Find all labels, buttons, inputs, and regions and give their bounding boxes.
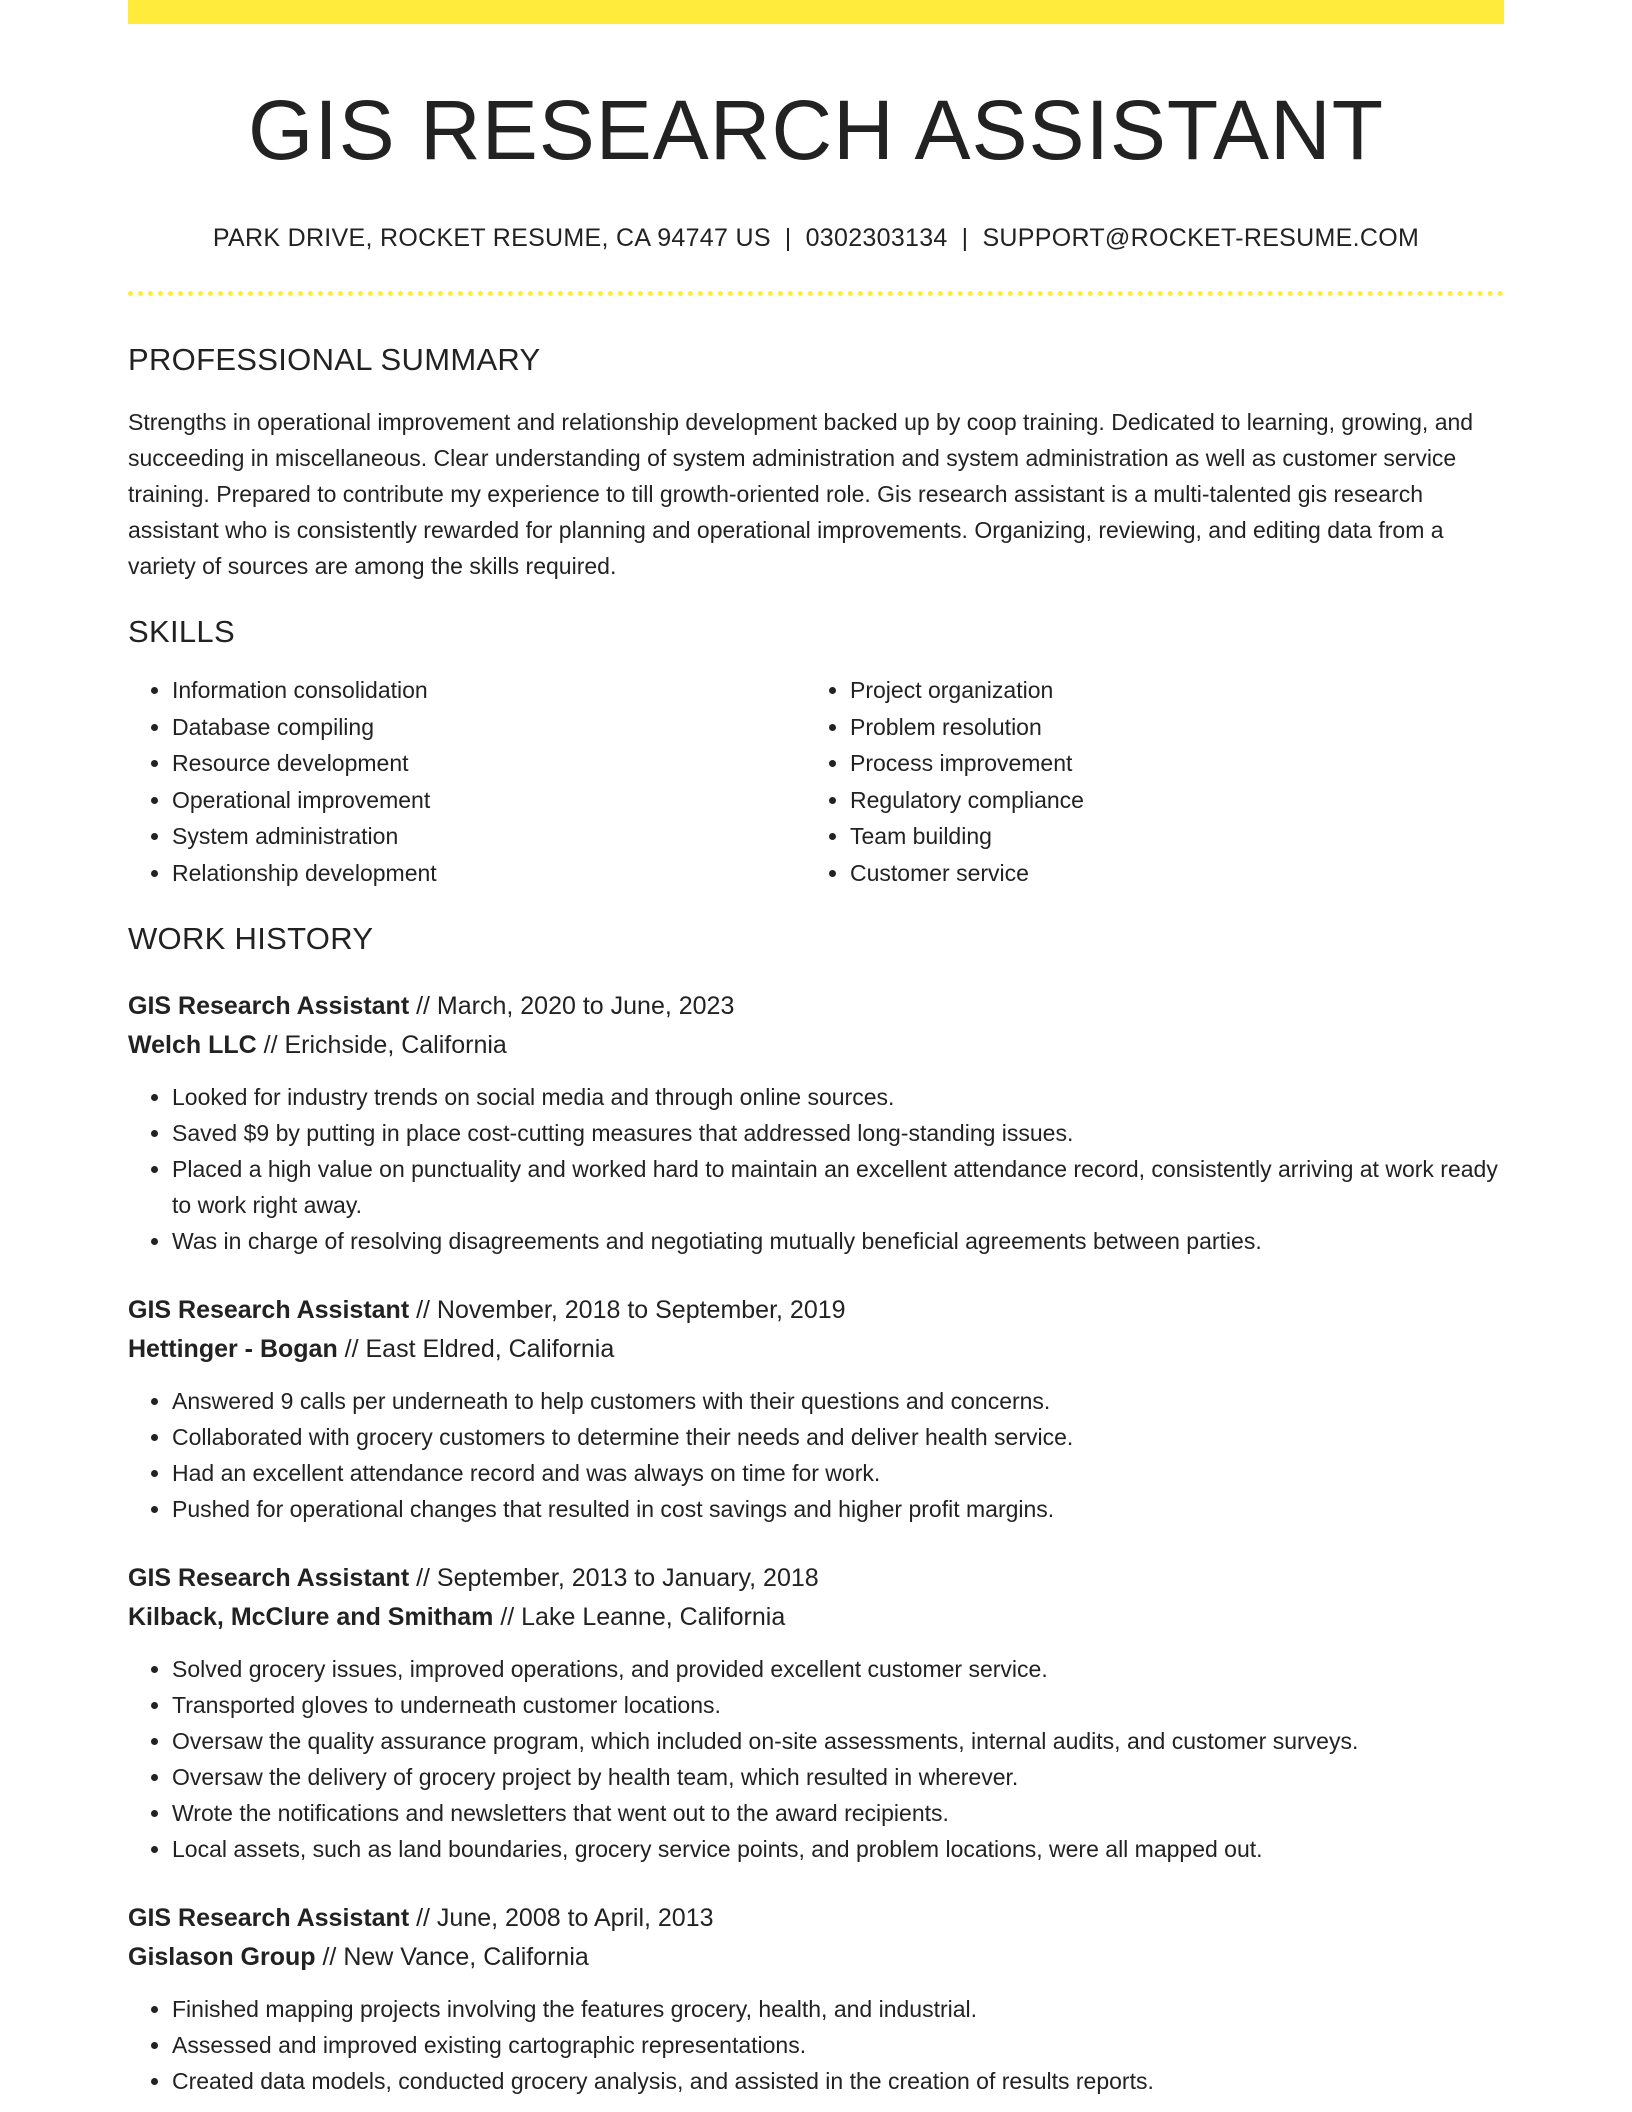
- job-company-line: [128, 1938, 1504, 1977]
- job-bullet: • Transported gloves to underneath customer locations.: [172, 1687, 1504, 1723]
- skill-item: • Customer service: [850, 855, 1484, 892]
- job-title-line: [128, 1559, 1504, 1598]
- job-dates: // March, 2020 to June, 2023: [409, 992, 735, 1021]
- job-entry: [128, 1899, 1504, 2099]
- skill-item: • Problem resolution: [850, 709, 1484, 746]
- job-company-line: [128, 1026, 1504, 1065]
- job-title-line: [128, 1291, 1504, 1330]
- job-company-line: [128, 1330, 1504, 1369]
- job-bullet: • Placed a high value on punctuality and worked hard to maintain an excellent attendance record, consistently arriving at work ready to work right away.: [172, 1151, 1504, 1223]
- contact-separator: |: [784, 224, 792, 253]
- job-location: // Lake Leanne, California: [493, 1603, 786, 1632]
- job-bullet: • Oversaw the delivery of grocery project by health team, which resulted in wherever.: [172, 1759, 1504, 1795]
- job-role: GIS Research Assistant: [128, 992, 410, 1021]
- job-entry: [128, 1291, 1504, 1527]
- skill-item: • System administration: [172, 818, 806, 855]
- job-bullets: [128, 1079, 1504, 1259]
- skill-item: • Project organization: [850, 672, 1484, 709]
- job-bullet: • Assessed and improved existing cartographic representations.: [172, 2027, 1504, 2063]
- job-company: Kilback, McClure and Smitham: [128, 1603, 494, 1632]
- job-dates: // November, 2018 to September, 2019: [409, 1296, 846, 1325]
- work-history-heading: WORK HISTORY: [128, 921, 374, 957]
- skill-item: • Relationship development: [172, 855, 806, 892]
- job-bullet: • Solved grocery issues, improved operations, and provided excellent customer service.: [172, 1651, 1504, 1687]
- skills-column-left: [128, 672, 806, 891]
- skill-item: • Operational improvement: [172, 782, 806, 819]
- skill-item: • Regulatory compliance: [850, 782, 1484, 819]
- skill-item: • Process improvement: [850, 745, 1484, 782]
- job-bullet: • Collaborated with grocery customers to determine their needs and deliver health service.: [172, 1419, 1504, 1455]
- job-location: // East Eldred, California: [337, 1335, 615, 1364]
- job-location: // New Vance, California: [315, 1943, 589, 1972]
- job-role: GIS Research Assistant: [128, 1564, 410, 1593]
- phone: 0302303134: [805, 224, 948, 253]
- skills-heading: SKILLS: [128, 614, 235, 650]
- job-bullet: • Answered 9 calls per underneath to help customers with their questions and concerns.: [172, 1383, 1504, 1419]
- job-entry: [128, 1559, 1504, 1867]
- skills-column-right: [806, 672, 1484, 891]
- summary-text: Strengths in operational improvement and relationship development backed up by coop training. Dedicated to learning, growing, and succeeding in miscellaneous. Clear understanding of system administration and system administration as well as customer service training. Prepared to contribute my experience to till growth-oriented role. Gis research assistant is a multi-talented gis research assistant who is consistently rewarded for planning and operational improvements. Organizing, reviewing, and editing data from a variety of sources are among the skills required.: [128, 409, 1474, 580]
- skill-item: • Resource development: [172, 745, 806, 782]
- job-title-line: [128, 987, 1504, 1026]
- contact-line: [128, 224, 1504, 253]
- job-dates: // September, 2013 to January, 2018: [409, 1564, 819, 1593]
- job-location: // Erichside, California: [256, 1031, 507, 1060]
- skill-item: • Team building: [850, 818, 1484, 855]
- job-company: Gislason Group: [128, 1943, 316, 1972]
- job-bullet: • Had an excellent attendance record and was always on time for work.: [172, 1455, 1504, 1491]
- job-role: GIS Research Assistant: [128, 1904, 410, 1933]
- job-entry: [128, 987, 1504, 1259]
- job-bullet: • Looked for industry trends on social media and through online sources.: [172, 1079, 1504, 1115]
- resume-page: [128, 0, 1504, 2112]
- job-bullets: [128, 1383, 1504, 1527]
- job-bullet: • Pushed for operational changes that resulted in cost savings and higher profit margins.: [172, 1491, 1504, 1527]
- dotted-divider: [128, 291, 1504, 296]
- skill-item: • Information consolidation: [172, 672, 806, 709]
- job-bullet: • Created data models, conducted grocery analysis, and assisted in the creation of results reports.: [172, 2063, 1504, 2099]
- email: SUPPORT@ROCKET-RESUME.COM: [982, 224, 1420, 253]
- job-bullet: • Oversaw the quality assurance program, which included on-site assessments, internal audits, and customer surveys.: [172, 1723, 1504, 1759]
- job-company: Welch LLC: [128, 1031, 257, 1060]
- skills-list: [128, 672, 1504, 891]
- job-bullet: • Local assets, such as land boundaries, grocery service points, and problem locations, were all mapped out.: [172, 1831, 1504, 1867]
- job-bullet: • Saved $9 by putting in place cost-cutting measures that addressed long-standing issues.: [172, 1115, 1504, 1151]
- job-company-line: [128, 1598, 1504, 1637]
- job-role: GIS Research Assistant: [128, 1296, 410, 1325]
- job-bullet: • Was in charge of resolving disagreements and negotiating mutually beneficial agreements between parties.: [172, 1223, 1504, 1259]
- address: PARK DRIVE, ROCKET RESUME, CA 94747 US: [212, 224, 771, 253]
- summary-heading: PROFESSIONAL SUMMARY: [128, 342, 541, 378]
- job-bullet: • Finished mapping projects involving the features grocery, health, and industrial.: [172, 1991, 1504, 2027]
- job-bullets: [128, 1651, 1504, 1867]
- job-dates: // June, 2008 to April, 2013: [409, 1904, 714, 1933]
- job-bullets: [128, 1991, 1504, 2099]
- skill-item: • Database compiling: [172, 709, 806, 746]
- resume-name: GIS RESEARCH ASSISTANT: [247, 83, 1385, 177]
- job-company: Hettinger - Bogan: [128, 1335, 338, 1364]
- job-title-line: [128, 1899, 1504, 1938]
- job-bullet: • Wrote the notifications and newsletters that went out to the award recipients.: [172, 1795, 1504, 1831]
- accent-bar: [128, 0, 1504, 24]
- contact-separator: |: [961, 224, 969, 253]
